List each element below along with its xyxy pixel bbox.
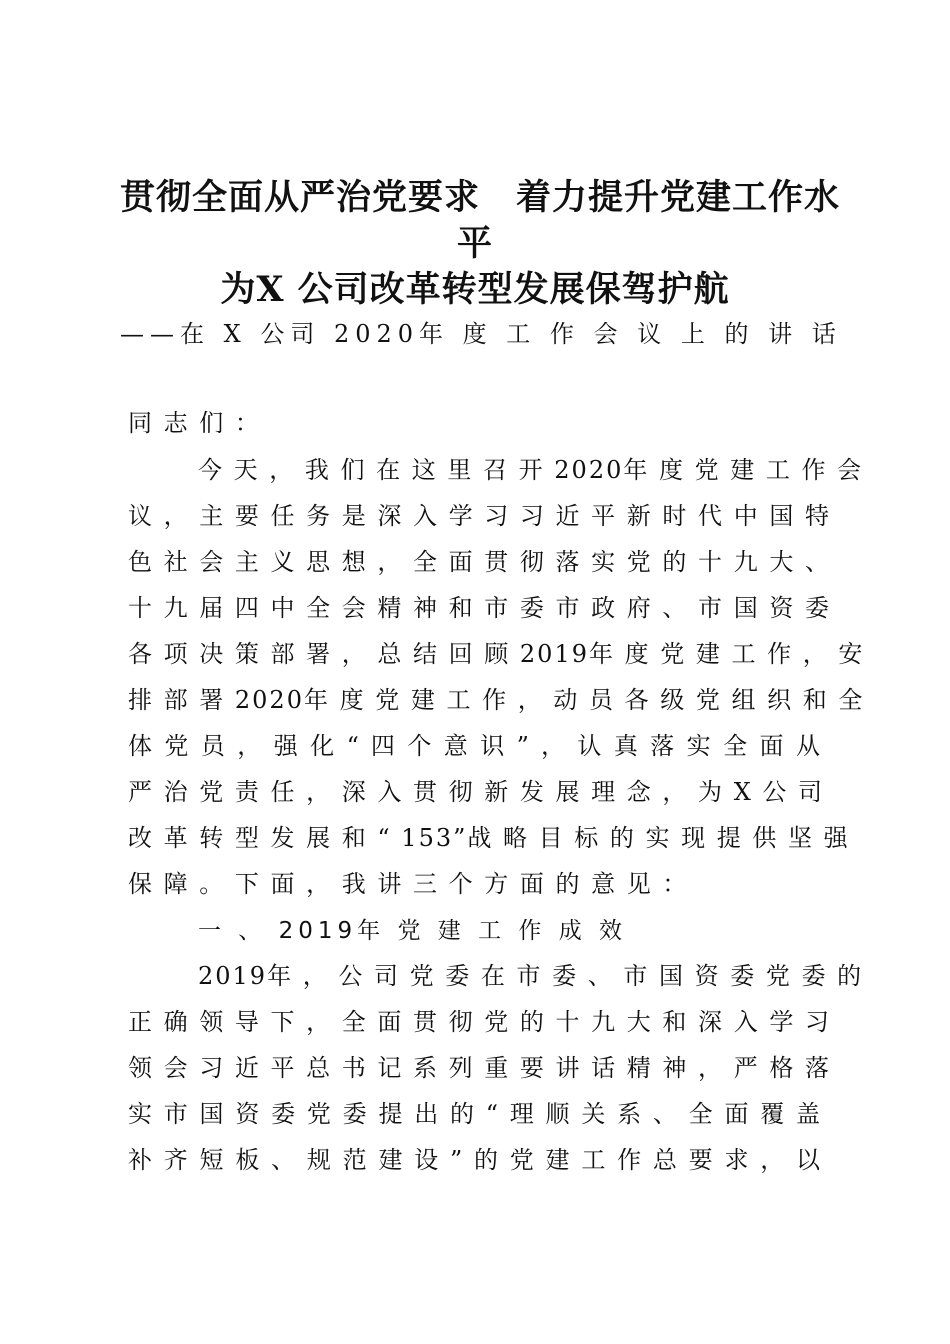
paragraph-1-line: 严 治 党 责 任 ， 深 入 贯 彻 新 发 展 理 念 ， 为 X 公 司	[128, 778, 825, 806]
section-heading: 一 、 2019年 党 建 工 作 成 效	[198, 918, 628, 944]
paragraph-2-line: 正 确 领 导 下 ， 全 面 贯 彻 党 的 十 九 大 和 深 入 学 习	[128, 1008, 831, 1036]
salutation: 同 志 们 ：	[128, 409, 261, 437]
paragraph-1-line: 保 障 。 下 面 ， 我 讲 三 个 方 面 的 意 见 ：	[128, 870, 689, 898]
paragraph-1-line: 议 ， 主 要 任 务 是 深 入 学 习 习 近 平 新 时 代 中 国 特	[128, 502, 831, 530]
paragraph-2-line: 实 市 国 资 委 党 委 提 出 的 “ 理 顺 关 系 、 全 面 覆 盖	[128, 1100, 822, 1128]
paragraph-1-line: 今 天 ， 我 们 在 这 里 召 开 2020年 度 党 建 工 作 会	[198, 456, 864, 484]
paragraph-1-line: 改 革 转 型 发 展 和 “ 153”战 略 目 标 的 实 现 提 供 坚 强	[128, 824, 850, 852]
paragraph-2-line: 领 会 习 近 平 总 书 记 系 列 重 要 讲 话 精 神 ， 严 格 落	[128, 1054, 831, 1082]
paragraph-1-line: 体 党 员 ， 强 化 “ 四 个 意 识 ” ， 认 真 落 实 全 面 从	[128, 732, 822, 760]
paragraph-2-line: 补 齐 短 板 、 规 范 建 设 ” 的 党 建 工 作 总 要 求 ， 以	[128, 1146, 822, 1174]
title-line-2: 平	[456, 223, 493, 264]
paragraph-1-line: 各 项 决 策 部 署 ， 总 结 回 顾 2019年 度 党 建 工 作 ， 安	[128, 640, 865, 668]
paragraph-1-line: 十 九 届 四 中 全 会 精 神 和 市 委 市 政 府 、 市 国 资 委	[128, 594, 831, 622]
title-line-3: 为X 公司改革转型发展保驾护航	[220, 269, 730, 310]
subtitle: ——在 X 公司 2020年 度 工 作 会 议 上 的 讲 话	[120, 320, 842, 348]
paragraph-1-line: 排 部 署 2020年 度 党 建 工 作 ， 动 员 各 级 党 组 织 和 全	[128, 686, 865, 714]
title-line-1: 贯彻全面从严治党要求 着力提升党建工作水	[120, 177, 841, 218]
paragraph-1-line: 色 社 会 主 义 思 想 ， 全 面 贯 彻 落 实 党 的 十 九 大 、	[128, 548, 831, 576]
paragraph-2-line: 2019年 ， 公 司 党 委 在 市 委 、 市 国 资 委 党 委 的	[198, 962, 864, 990]
